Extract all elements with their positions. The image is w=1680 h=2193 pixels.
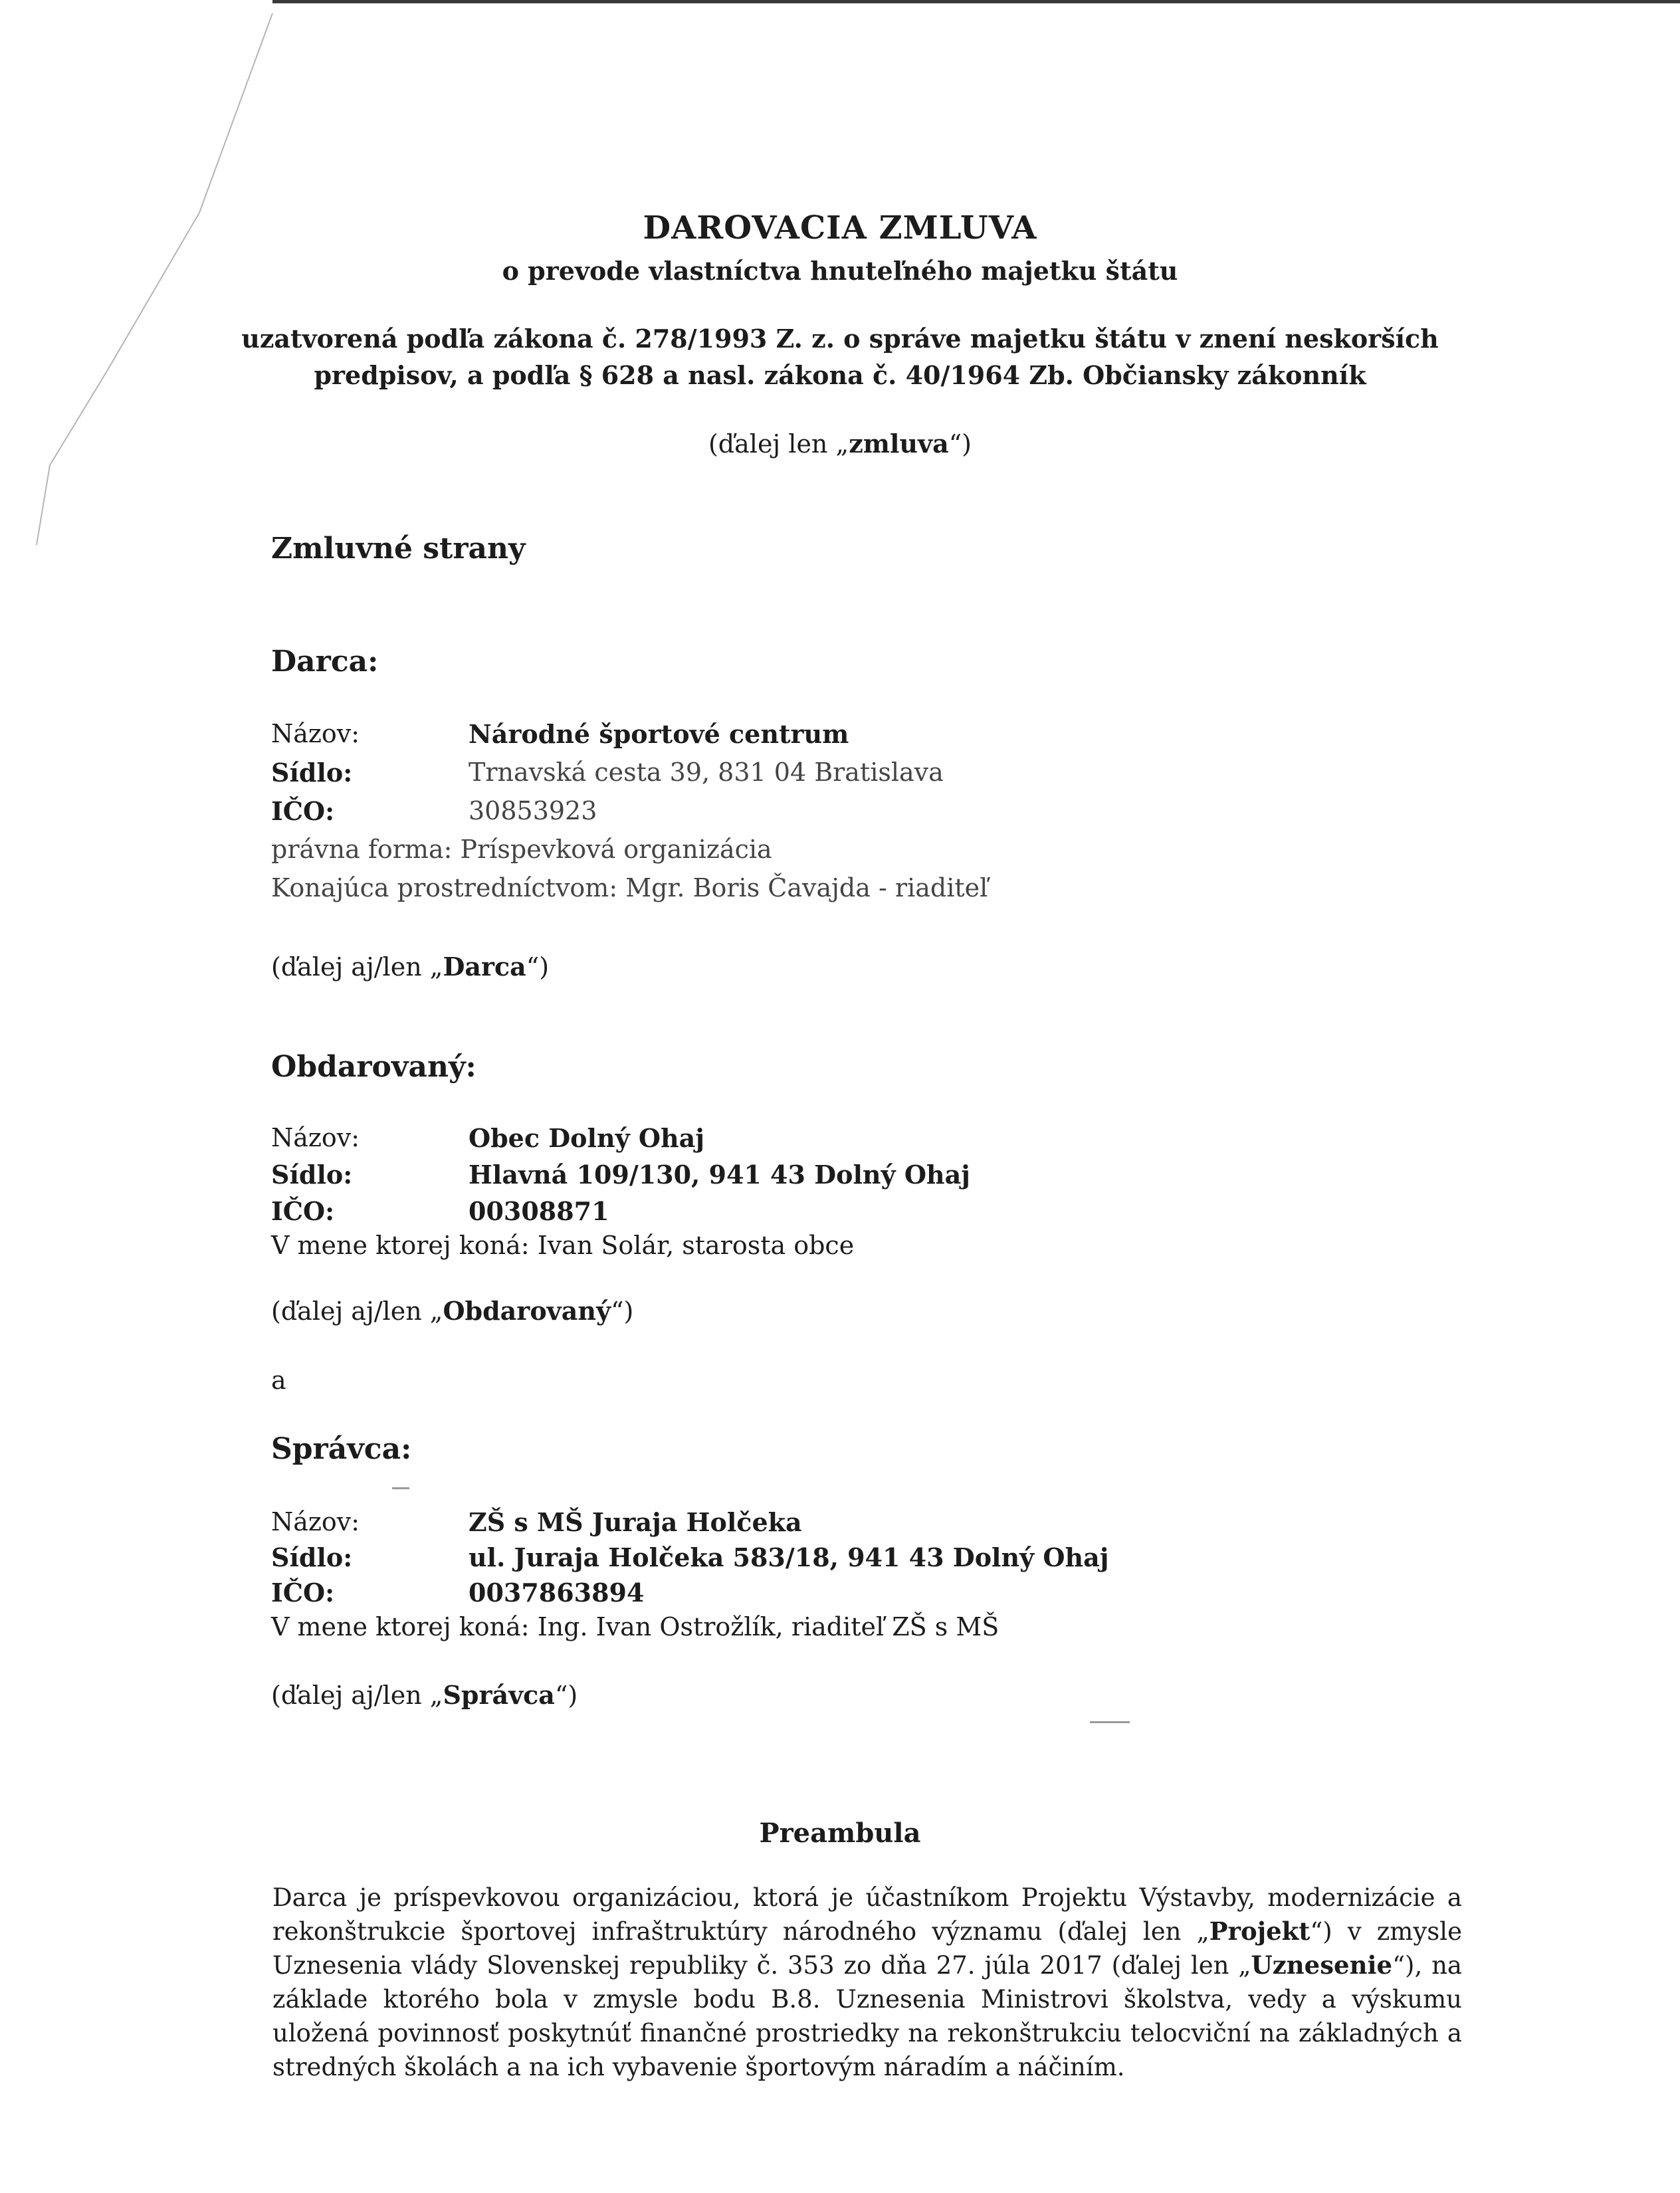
administrator-ico-label: IČO: (271, 1578, 335, 1608)
legal-basis-line-2: predpisov, a podľa § 628 a nasl. zákona č. 40/1964 Zb. Občiansky zákonník (314, 360, 1366, 390)
contract-alias: (ďalej len „zmluva“) (708, 429, 972, 459)
document-title: DAROVACIA ZMLUVA (643, 209, 1037, 247)
legal-basis-line-1: uzatvorená podľa zákona č. 278/1993 Z. z. o správe majetku štátu v znení neskorších (241, 324, 1439, 354)
conjunction-and: a (271, 1366, 286, 1395)
scan-top-edge (272, 0, 1680, 3)
donor-seat-value: Trnavská cesta 39, 831 04 Bratislava (469, 758, 944, 787)
donee-name-label: Názov: (271, 1123, 360, 1152)
administrator-ico-value: 0037863894 (469, 1578, 645, 1608)
donor-alias: (ďalej aj/len „Darca“) (271, 952, 550, 982)
administrator-heading: Správca: (271, 1432, 412, 1466)
administrator-acting-person: V mene ktorej koná: Ing. Ivan Ostrožlík, riaditeľ ZŠ s MŠ (271, 1612, 999, 1641)
donor-legal-form: právna forma: Príspevková organizácia (271, 835, 772, 864)
document-subtitle: o prevode vlastníctva hnuteľného majetku štátu (502, 256, 1178, 286)
preamble-paragraph: Darca je príspevkovou organizáciou, ktorá je účastníkom Projektu Výstavby, modernizácie a rekonštrukcie športovej infraštruktúry národného významu (ďalej len „Projekt“) v zmysle Uznesenia vlády Slovenskej republiky č. 353 zo dňa 27. júla 2017 (ďalej len „Uznesenie“), na základe ktorého bola v zmysle bodu B.8. Uznesenia Ministrovi školstva, vedy a výskumu uložená povinnosť poskytnúť finančné prostriedky na rekonštrukciu telocviční na základných a stredných školách a na ich vybavenie športovým náradím a náčiním. (272, 1883, 1462, 2081)
donee-ico-value: 00308871 (469, 1196, 609, 1226)
donor-ico-label: IČO: (271, 796, 335, 826)
donee-acting-person: V mene ktorej koná: Ivan Solár, starosta obce (271, 1231, 855, 1260)
donor-acting-person: Konajúca prostredníctvom: Mgr. Boris Čavajda - riaditeľ (271, 873, 988, 902)
scan-speck (1090, 1721, 1130, 1723)
donee-seat-value: Hlavná 109/130, 941 43 Dolný Ohaj (469, 1160, 970, 1190)
donee-ico-label: IČO: (271, 1196, 335, 1226)
donee-name-value: Obec Dolný Ohaj (469, 1123, 704, 1153)
administrator-seat-value: ul. Juraja Holčeka 583/18, 941 43 Dolný Ohaj (469, 1542, 1109, 1572)
donee-seat-label: Sídlo: (271, 1160, 353, 1190)
preamble-heading: Preambula (759, 1818, 921, 1849)
donee-alias: (ďalej aj/len „Obdarovaný“) (271, 1296, 634, 1326)
scan-speck (392, 1487, 409, 1489)
donor-name-label: Názov: (271, 719, 360, 748)
scan-fold-line (0, 0, 279, 598)
administrator-name-label: Názov: (271, 1507, 360, 1536)
administrator-alias: (ďalej aj/len „Správca“) (271, 1680, 578, 1710)
donor-name-value: Národné športové centrum (469, 719, 849, 749)
parties-heading: Zmluvné strany (271, 532, 526, 566)
donor-ico-value: 30853923 (469, 796, 597, 825)
donor-heading: Darca: (271, 645, 379, 679)
donor-seat-label: Sídlo: (271, 758, 353, 787)
administrator-seat-label: Sídlo: (271, 1542, 353, 1572)
donee-heading: Obdarovaný: (271, 1050, 476, 1084)
administrator-name-value: ZŠ s MŠ Juraja Holčeka (469, 1507, 802, 1537)
